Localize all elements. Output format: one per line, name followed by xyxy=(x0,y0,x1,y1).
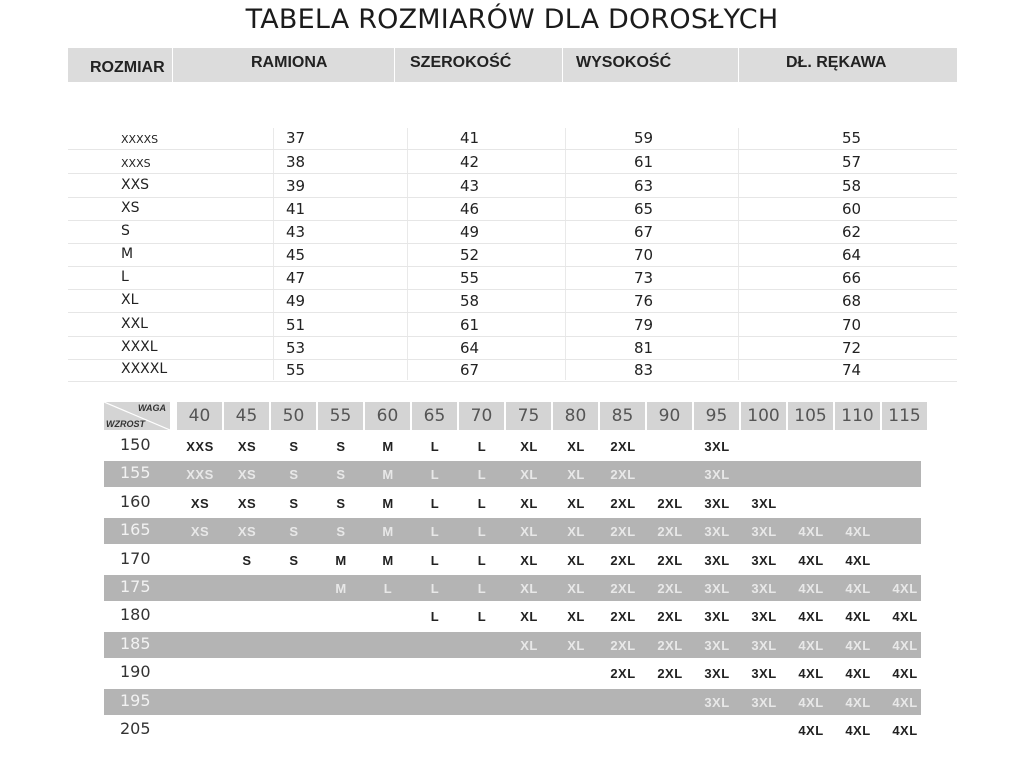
size-cell: 3XL xyxy=(704,552,730,568)
size-cell: 3XL xyxy=(751,609,777,625)
measure-value: 60 xyxy=(842,200,862,218)
size-cell: 3XL xyxy=(751,694,777,710)
row-line xyxy=(68,289,957,290)
measure-value: 79 xyxy=(634,316,654,334)
size-cell: 3XL xyxy=(751,552,777,568)
weight-header-75: 75 xyxy=(506,402,551,430)
size-label: M xyxy=(121,246,134,262)
size-cell: XL xyxy=(520,609,538,625)
weight-header-100: 100 xyxy=(741,402,786,430)
measure-value: 42 xyxy=(460,153,480,171)
size-cell: 2XL xyxy=(657,581,683,596)
weight-header-60: 60 xyxy=(365,402,410,430)
row-line xyxy=(68,381,957,382)
size-cell: 3XL xyxy=(704,694,730,710)
header-separator xyxy=(562,48,563,82)
measure-value: 41 xyxy=(460,129,480,147)
row-line xyxy=(68,197,957,198)
size-label: XS xyxy=(121,200,140,216)
height-label: 150 xyxy=(120,435,151,454)
size-cell: M xyxy=(335,552,347,568)
size-cell: L xyxy=(430,552,440,568)
size-cell: 2XL xyxy=(610,495,636,511)
size-cell: L xyxy=(430,581,440,596)
size-cell: 2XL xyxy=(610,581,636,596)
weight-header-110: 110 xyxy=(835,402,880,430)
measure-value: 41 xyxy=(286,200,306,218)
size-cell: XS xyxy=(190,524,210,540)
measure-value: 46 xyxy=(460,200,480,218)
row-line xyxy=(68,220,957,221)
height-label: 180 xyxy=(120,605,151,625)
measure-value: 37 xyxy=(286,129,306,147)
wzrost-label: WZROST xyxy=(106,419,145,429)
size-cell: L xyxy=(477,552,487,568)
size-cell: L xyxy=(430,524,440,540)
column-line xyxy=(407,128,408,380)
weight-header-85: 85 xyxy=(600,402,645,430)
height-label: 165 xyxy=(120,520,151,540)
size-cell: 2XL xyxy=(657,609,683,625)
size-cell: XL xyxy=(520,581,538,596)
row-line xyxy=(68,336,957,337)
size-cell: L xyxy=(477,495,487,511)
size-cell: S xyxy=(336,524,346,540)
size-cell: 4XL xyxy=(798,723,824,738)
page-title: TABELA ROZMIARÓW DLA DOROSŁYCH xyxy=(245,4,779,35)
size-cell: M xyxy=(335,581,347,596)
size-cell: 3XL xyxy=(704,524,730,540)
size-cell: S xyxy=(336,495,346,511)
size-cell: L xyxy=(477,467,487,483)
measure-value: 57 xyxy=(842,153,862,171)
size-cell: 2XL xyxy=(610,467,636,483)
size-cell: 2XL xyxy=(610,609,636,625)
size-cell: 4XL xyxy=(798,609,824,625)
size-cell: 4XL xyxy=(845,581,871,596)
measure-value: 81 xyxy=(634,339,654,357)
weight-header-115: 115 xyxy=(882,402,927,430)
size-cell: XL xyxy=(567,581,585,596)
weight-header-105: 105 xyxy=(788,402,833,430)
height-label: 155 xyxy=(120,463,151,483)
header-ramiona: RAMIONA xyxy=(172,48,394,82)
measure-value: 59 xyxy=(634,129,654,147)
size-cell: 3XL xyxy=(751,495,777,511)
size-label: XXS xyxy=(121,177,150,193)
size-cell: XS xyxy=(237,524,257,540)
weight-header-45: 45 xyxy=(224,402,269,430)
size-cell: S xyxy=(289,467,299,483)
header-separator xyxy=(172,48,173,82)
size-cell: 4XL xyxy=(798,581,824,596)
size-cell: S xyxy=(336,467,346,483)
measure-value: 51 xyxy=(286,316,306,334)
weight-header-70: 70 xyxy=(459,402,504,430)
measure-value: 52 xyxy=(460,246,480,264)
size-cell: XL xyxy=(567,637,585,653)
size-label: XXXL xyxy=(121,339,158,355)
size-cell: 4XL xyxy=(892,637,918,653)
height-label: 205 xyxy=(120,719,151,738)
weight-header-40: 40 xyxy=(177,402,222,430)
size-cell: 3XL xyxy=(704,467,730,483)
size-cell: 4XL xyxy=(892,581,918,596)
row-line xyxy=(68,312,957,313)
row-line xyxy=(68,243,957,244)
height-label: 175 xyxy=(120,577,151,596)
size-cell: 4XL xyxy=(892,609,918,625)
size-cell: 2XL xyxy=(657,637,683,653)
measure-value: 72 xyxy=(842,339,862,357)
weight-header-90: 90 xyxy=(647,402,692,430)
size-cell: M xyxy=(382,467,394,483)
size-cell: XS xyxy=(237,467,257,483)
size-cell: 4XL xyxy=(845,723,871,738)
weight-header-50: 50 xyxy=(271,402,316,430)
size-cell: XS xyxy=(237,439,257,454)
size-label: XXXXS xyxy=(121,133,159,146)
measure-value: 47 xyxy=(286,269,306,287)
size-cell: 2XL xyxy=(610,439,636,454)
size-cell: S xyxy=(289,495,299,511)
measure-value: 67 xyxy=(634,223,654,241)
size-cell: 4XL xyxy=(798,524,824,540)
size-label: L xyxy=(121,269,129,285)
size-cell: XL xyxy=(520,524,538,540)
size-cell: 2XL xyxy=(657,666,683,682)
size-cell: XL xyxy=(567,467,585,483)
size-cell: XL xyxy=(567,524,585,540)
measure-value: 74 xyxy=(842,361,862,379)
size-cell: L xyxy=(430,495,440,511)
measure-value: 70 xyxy=(842,316,862,334)
measure-value: 53 xyxy=(286,339,306,357)
size-cell: XL xyxy=(520,495,538,511)
size-cell: 3XL xyxy=(704,666,730,682)
measure-value: 45 xyxy=(286,246,306,264)
measure-value: 55 xyxy=(286,361,306,379)
measure-value: 61 xyxy=(634,153,654,171)
size-cell: 2XL xyxy=(657,495,683,511)
header-separator xyxy=(738,48,739,82)
measure-value: 68 xyxy=(842,292,862,310)
size-cell: L xyxy=(383,581,393,596)
size-cell: L xyxy=(477,524,487,540)
height-label: 185 xyxy=(120,633,151,653)
size-cell: 3XL xyxy=(704,637,730,653)
waga-label: WAGA xyxy=(138,403,166,413)
column-line xyxy=(565,128,566,380)
measure-value: 64 xyxy=(842,246,862,264)
measure-value: 43 xyxy=(286,223,306,241)
measure-value: 62 xyxy=(842,223,862,241)
size-cell: 4XL xyxy=(798,637,824,653)
size-cell: 3XL xyxy=(751,666,777,682)
row-line xyxy=(68,149,957,150)
height-label: 170 xyxy=(120,548,151,568)
size-label: XXL xyxy=(121,316,148,332)
height-label: 190 xyxy=(120,662,151,682)
size-cell: L xyxy=(430,609,440,625)
size-cell: 2XL xyxy=(610,552,636,568)
header-szerokość: SZEROKOŚĆ xyxy=(394,48,562,82)
size-cell: M xyxy=(382,495,394,511)
header-wysokość: WYSOKOŚĆ xyxy=(562,48,738,82)
size-cell: 3XL xyxy=(751,524,777,540)
size-cell: 4XL xyxy=(845,637,871,653)
size-cell: 2XL xyxy=(610,637,636,653)
header-separator xyxy=(394,48,395,82)
column-line xyxy=(738,128,739,380)
row-line xyxy=(68,359,957,360)
size-cell: XL xyxy=(567,439,585,454)
measure-value: 83 xyxy=(634,361,654,379)
header-rozmiar: ROZMIAR xyxy=(68,48,172,82)
size-label: XXXXL xyxy=(121,361,168,377)
measure-value: 65 xyxy=(634,200,654,218)
measure-value: 64 xyxy=(460,339,480,357)
size-cell: 2XL xyxy=(610,524,636,540)
size-cell: S xyxy=(336,439,346,454)
row-line xyxy=(68,266,957,267)
size-cell: 4XL xyxy=(798,694,824,710)
size-cell: 2XL xyxy=(610,666,636,682)
measure-value: 39 xyxy=(286,177,306,195)
measure-value: 38 xyxy=(286,153,306,171)
size-cell: S xyxy=(242,552,252,568)
measure-value: 43 xyxy=(460,177,480,195)
size-cell: 3XL xyxy=(704,495,730,511)
height-label: 160 xyxy=(120,491,151,511)
size-cell: XL xyxy=(520,552,538,568)
size-cell: 4XL xyxy=(892,723,918,738)
weight-header-65: 65 xyxy=(412,402,457,430)
size-cell: S xyxy=(289,439,299,454)
measure-value: 55 xyxy=(842,129,862,147)
measure-value: 49 xyxy=(460,223,480,241)
size-cell: XS xyxy=(190,495,210,511)
size-cell: XS xyxy=(237,495,257,511)
size-cell: 4XL xyxy=(845,524,871,540)
measure-value: 73 xyxy=(634,269,654,287)
size-cell: L xyxy=(430,467,440,483)
size-cell: XL xyxy=(520,439,538,454)
size-cell: XL xyxy=(567,552,585,568)
size-label: XXXS xyxy=(121,157,151,170)
measure-value: 58 xyxy=(460,292,480,310)
size-cell: 2XL xyxy=(657,524,683,540)
size-cell: L xyxy=(477,609,487,625)
size-cell: M xyxy=(382,524,394,540)
size-cell: L xyxy=(477,581,487,596)
size-cell: 3XL xyxy=(704,581,730,596)
measure-value: 66 xyxy=(842,269,862,287)
size-cell: M xyxy=(382,439,394,454)
size-cell: XXS xyxy=(186,467,214,483)
measure-value: 76 xyxy=(634,292,654,310)
grid-corner xyxy=(104,402,170,430)
size-cell: 3XL xyxy=(751,637,777,653)
measure-value: 67 xyxy=(460,361,480,379)
size-label: XL xyxy=(121,292,139,308)
measure-value: 55 xyxy=(460,269,480,287)
measure-value: 49 xyxy=(286,292,306,310)
size-cell: 2XL xyxy=(657,552,683,568)
weight-header-55: 55 xyxy=(318,402,363,430)
size-cell: 4XL xyxy=(892,694,918,710)
size-cell: 4XL xyxy=(798,552,824,568)
height-label: 195 xyxy=(120,690,151,710)
size-cell: S xyxy=(289,524,299,540)
header-dł-rękawa: DŁ. RĘKAWA xyxy=(738,48,957,82)
size-cell: XL xyxy=(520,467,538,483)
size-cell: XXS xyxy=(186,439,214,454)
size-cell: 4XL xyxy=(892,666,918,682)
size-cell: 4XL xyxy=(845,666,871,682)
measure-value: 70 xyxy=(634,246,654,264)
size-cell: 3XL xyxy=(704,439,730,454)
size-cell: 4XL xyxy=(845,609,871,625)
size-cell: 4XL xyxy=(798,666,824,682)
weight-header-80: 80 xyxy=(553,402,598,430)
size-cell: XL xyxy=(567,609,585,625)
size-label: S xyxy=(121,223,130,239)
size-cell: L xyxy=(477,439,487,454)
size-cell: 3XL xyxy=(704,609,730,625)
row-line xyxy=(68,173,957,174)
size-cell: L xyxy=(430,439,440,454)
measure-value: 63 xyxy=(634,177,654,195)
size-cell: M xyxy=(382,552,394,568)
size-cell: 4XL xyxy=(845,552,871,568)
size-cell: XL xyxy=(567,495,585,511)
weight-header-95: 95 xyxy=(694,402,739,430)
measure-value: 58 xyxy=(842,177,862,195)
size-cell: XL xyxy=(520,637,538,653)
size-cell: S xyxy=(289,552,299,568)
size-cell: 3XL xyxy=(751,581,777,596)
measure-value: 61 xyxy=(460,316,480,334)
size-cell: 4XL xyxy=(845,694,871,710)
column-line xyxy=(273,128,274,380)
